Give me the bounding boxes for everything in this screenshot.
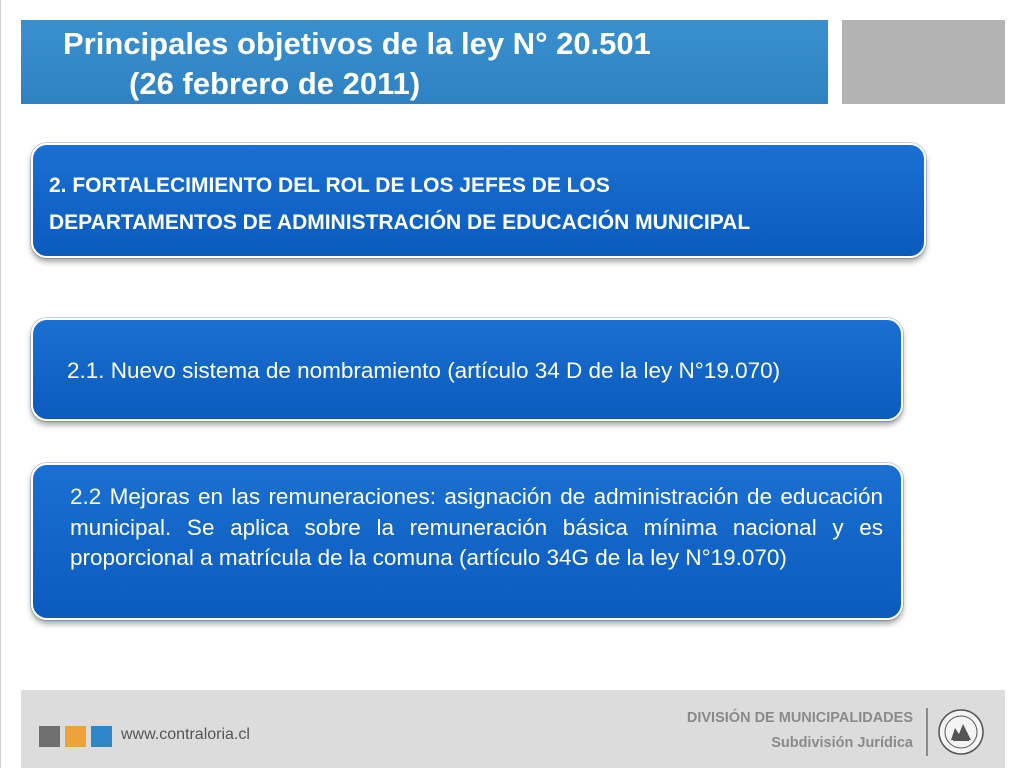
item-text-2-2: 2.2 Mejoras en las remuneraciones: asignación de administración de educación municipal. Se aplica sobre la remuneración básica mínima nacional y es proporcional a matrícula de la comuna (artículo 34G de la ley N°19.070) <box>70 484 883 570</box>
section-heading-line1: 2. FORTALECIMIENTO DEL ROL DE LOS JEFES DE LOS <box>49 174 610 197</box>
item-box-2-1 <box>31 318 903 421</box>
footer-square-gray-icon <box>39 726 60 747</box>
subdivision-name: Subdivisión Jurídica <box>771 735 913 751</box>
contraloria-seal-icon <box>937 708 985 756</box>
title-bar <box>21 20 828 104</box>
item-text-2-1: 2.1. Nuevo sistema de nombramiento (artículo 34 D de la ley N°19.070) <box>67 358 781 383</box>
footer-square-orange-icon <box>65 726 86 747</box>
section-heading-box <box>31 143 926 258</box>
website-link[interactable]: www.contraloria.cl <box>121 726 250 743</box>
decorative-gray-block <box>842 20 1005 104</box>
division-name: DIVISIÓN DE MUNICIPALIDADES <box>686 710 913 726</box>
footer-square-blue-icon <box>91 726 112 747</box>
item-box-2-2 <box>31 463 903 620</box>
section-heading-line2: DEPARTAMENTOS DE ADMINISTRACIÓN DE EDUCACIÓN MUNICIPAL <box>49 211 751 234</box>
slide-title-line2: (26 febrero de 2011) <box>129 66 421 101</box>
slide-title-line1: Principales objetivos de la ley N° 20.501 <box>63 26 651 61</box>
footer <box>21 690 1005 768</box>
section-heading-text <box>49 167 912 241</box>
footer-separator <box>926 708 928 756</box>
